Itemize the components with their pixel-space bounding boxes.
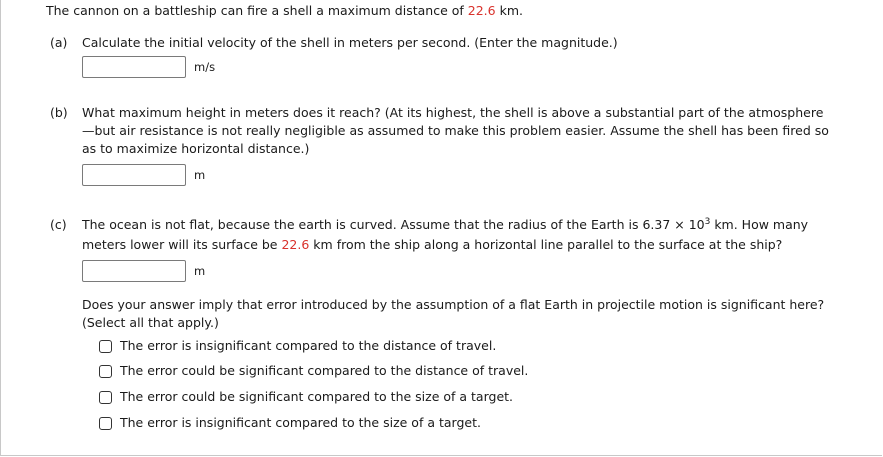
part-a-velocity-input[interactable] [82,56,186,78]
option-row[interactable] [99,388,513,406]
part-b-label: (b) [50,105,68,120]
part-a-label: (a) [50,35,68,50]
option-label: The error could be significant compared to the distance of travel. [120,363,529,378]
followup-question-line1: Does your answer imply that error introduced by the assumption of a flat Earth in projectile motion is significant here? [82,297,825,312]
part-c-drop-input[interactable] [82,260,186,282]
part-b-unit: m [194,168,206,182]
part-b-question-line1: What maximum height in meters does it reach? (At its highest, the shell is above a substantial part of the atmosphere [82,105,824,120]
max-distance-value: 22.6 [467,3,496,18]
part-c-label: (c) [50,217,67,232]
option-row[interactable] [99,414,481,432]
part-c-question-line1 [82,216,808,234]
earth-radius-exponent: 3 [704,217,711,227]
problem-statement [46,2,523,20]
part-a-unit: m/s [194,60,216,74]
option-checkbox[interactable] [99,391,112,404]
option-label: The error is insignificant compared to the size of a target. [120,415,481,430]
part-c-line1-end: km. How many [710,217,809,232]
distance-unit-text: km. [495,3,523,18]
option-row[interactable] [99,337,496,355]
option-label: The error is insignificant compared to the distance of travel. [120,338,497,353]
part-c-distance-value: 22.6 [281,237,310,252]
part-b-question-line2: —but air resistance is not really negligible as assumed to make this problem easier. Assume the shell has been fired so [82,123,829,138]
followup-question-line2: (Select all that apply.) [82,315,219,330]
part-c-question-line2 [82,236,782,254]
part-c-line2-end: km from the ship along a horizontal line parallel to the surface at the ship? [309,237,783,252]
part-a-answer-row [82,56,215,78]
part-b-question-line3: as to maximize horizontal distance.) [82,141,310,156]
option-checkbox[interactable] [99,417,112,430]
part-c-line2-text: meters lower will its surface be [82,237,282,252]
option-row[interactable] [99,362,528,380]
option-checkbox[interactable] [99,365,112,378]
part-c-answer-row [82,260,205,282]
earth-radius-value: 6.37 × 10 [642,217,705,232]
part-b-answer-row [82,164,205,186]
part-c-unit: m [194,264,206,278]
part-a-question: Calculate the initial velocity of the shell in meters per second. (Enter the magnitude.) [82,35,618,50]
problem-statement-text: The cannon on a battleship can fire a shell a maximum distance of [46,3,468,18]
option-label: The error could be significant compared to the size of a target. [120,389,514,404]
part-c-line1-text: The ocean is not flat, because the earth is curved. Assume that the radius of the Earth is [82,217,643,232]
part-b-height-input[interactable] [82,164,186,186]
option-checkbox[interactable] [99,340,112,353]
